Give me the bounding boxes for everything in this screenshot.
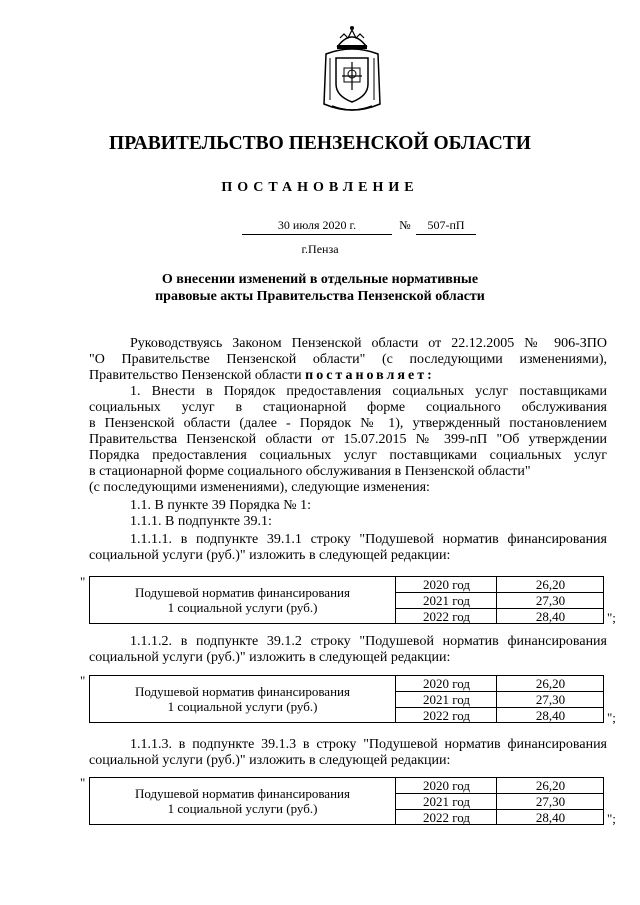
table-value: 26,20 (535, 676, 566, 691)
close-quote: "; (607, 710, 616, 725)
open-quote: " (80, 574, 86, 589)
body-line: 1.1.1.2. в подпункте 39.1.2 строку "Подушевой норматив финансирования (130, 634, 607, 649)
table-value: 28,40 (535, 810, 566, 825)
table-value: 27,30 (535, 692, 566, 707)
close-quote: "; (607, 811, 616, 826)
body-line: Руководствуясь Законом Пензенской области от 22.12.2005 № 906-ЗПО (130, 336, 607, 351)
number-sign: № (399, 218, 411, 232)
table-year: 2021 год (397, 593, 497, 608)
open-quote: " (80, 775, 86, 790)
organization-title: ПРАВИТЕЛЬСТВО ПЕНЗЕНСКОЙ ОБЛАСТИ (109, 133, 531, 154)
funding-table (89, 777, 604, 825)
body-line: (с последующими изменениями), следующие изменения: (89, 480, 430, 495)
table-year: 2020 год (397, 778, 497, 793)
table-year: 2021 год (397, 794, 497, 809)
body-line: 1.1.1. В подпункте 39.1: (130, 514, 272, 529)
body-line: 1.1.1.3. в подпункте 39.1.3 в строку "Подушевой норматив финансирования (130, 737, 607, 752)
funding-table (89, 576, 604, 624)
table-year: 2022 год (397, 708, 497, 723)
table-value: 26,20 (535, 778, 566, 793)
body-line: социальных услуг в стационарной форме социального обслуживания (89, 400, 607, 415)
body-line: "О Правительстве Пензенской области" (с последующими изменениями), (89, 352, 607, 367)
body-line: в стационарной форме социального обслуживания в Пензенской области" (89, 464, 531, 479)
table-year: 2021 год (397, 692, 497, 707)
table-year: 2022 год (397, 810, 497, 825)
body-line: в Пензенской области (далее - Порядок № 1), утвержденный постановлением (89, 416, 607, 431)
document-type: ПОСТАНОВЛЕНИЕ (221, 180, 419, 195)
funding-table (89, 675, 604, 723)
date-number-line (240, 218, 480, 236)
open-quote: " (80, 673, 86, 688)
table-value: 26,20 (535, 577, 566, 592)
subject-line-1: О внесении изменений в отдельные нормативные (161, 272, 479, 287)
body-line: Правительство Пензенской области постановляет: (89, 368, 435, 383)
table-year: 2020 год (397, 577, 497, 592)
table-label: Подушевой норматив финансирования 1 социальной услуги (руб.) (90, 577, 396, 623)
city: г.Пенза (301, 242, 339, 256)
document-date: 30 июля 2020 г. (242, 218, 392, 235)
table-label: Подушевой норматив финансирования 1 социальной услуги (руб.) (90, 676, 396, 722)
body-line: социальной услуги (руб.)" изложить в следующей редакции: (89, 650, 451, 665)
body-line: 1.1. В пункте 39 Порядка № 1: (130, 498, 311, 513)
table-value: 27,30 (535, 593, 566, 608)
resolves-keyword: постановляет: (305, 368, 435, 383)
subject-line-2: правовые акты Правительства Пензенской области (155, 289, 485, 304)
table-year: 2022 год (397, 609, 497, 624)
table-label: Подушевой норматив финансирования 1 социальной услуги (руб.) (90, 778, 396, 824)
table-value: 28,40 (535, 708, 566, 723)
document-number: 507-пП (416, 218, 476, 235)
body-line: 1.1.1.1. в подпункте 39.1.1 строку "Подушевой норматив финансирования (130, 532, 607, 547)
body-line: Порядка предоставления социальных услуг поставщиками социальных услуг (89, 448, 607, 463)
body-line: 1. Внести в Порядок предоставления социальных услуг поставщиками (130, 384, 607, 399)
table-value: 28,40 (535, 609, 566, 624)
body-line: социальной услуги (руб.)" изложить в следующей редакции: (89, 548, 451, 563)
table-value: 27,30 (535, 794, 566, 809)
body-line: социальной услуги (руб.)" изложить в следующей редакции: (89, 753, 451, 768)
close-quote: "; (607, 610, 616, 625)
body-line: Правительства Пензенской области от 15.07.2015 № 399-пП "Об утверждении (89, 432, 607, 447)
table-year: 2020 год (397, 676, 497, 691)
coat-of-arms-emblem (322, 24, 382, 114)
